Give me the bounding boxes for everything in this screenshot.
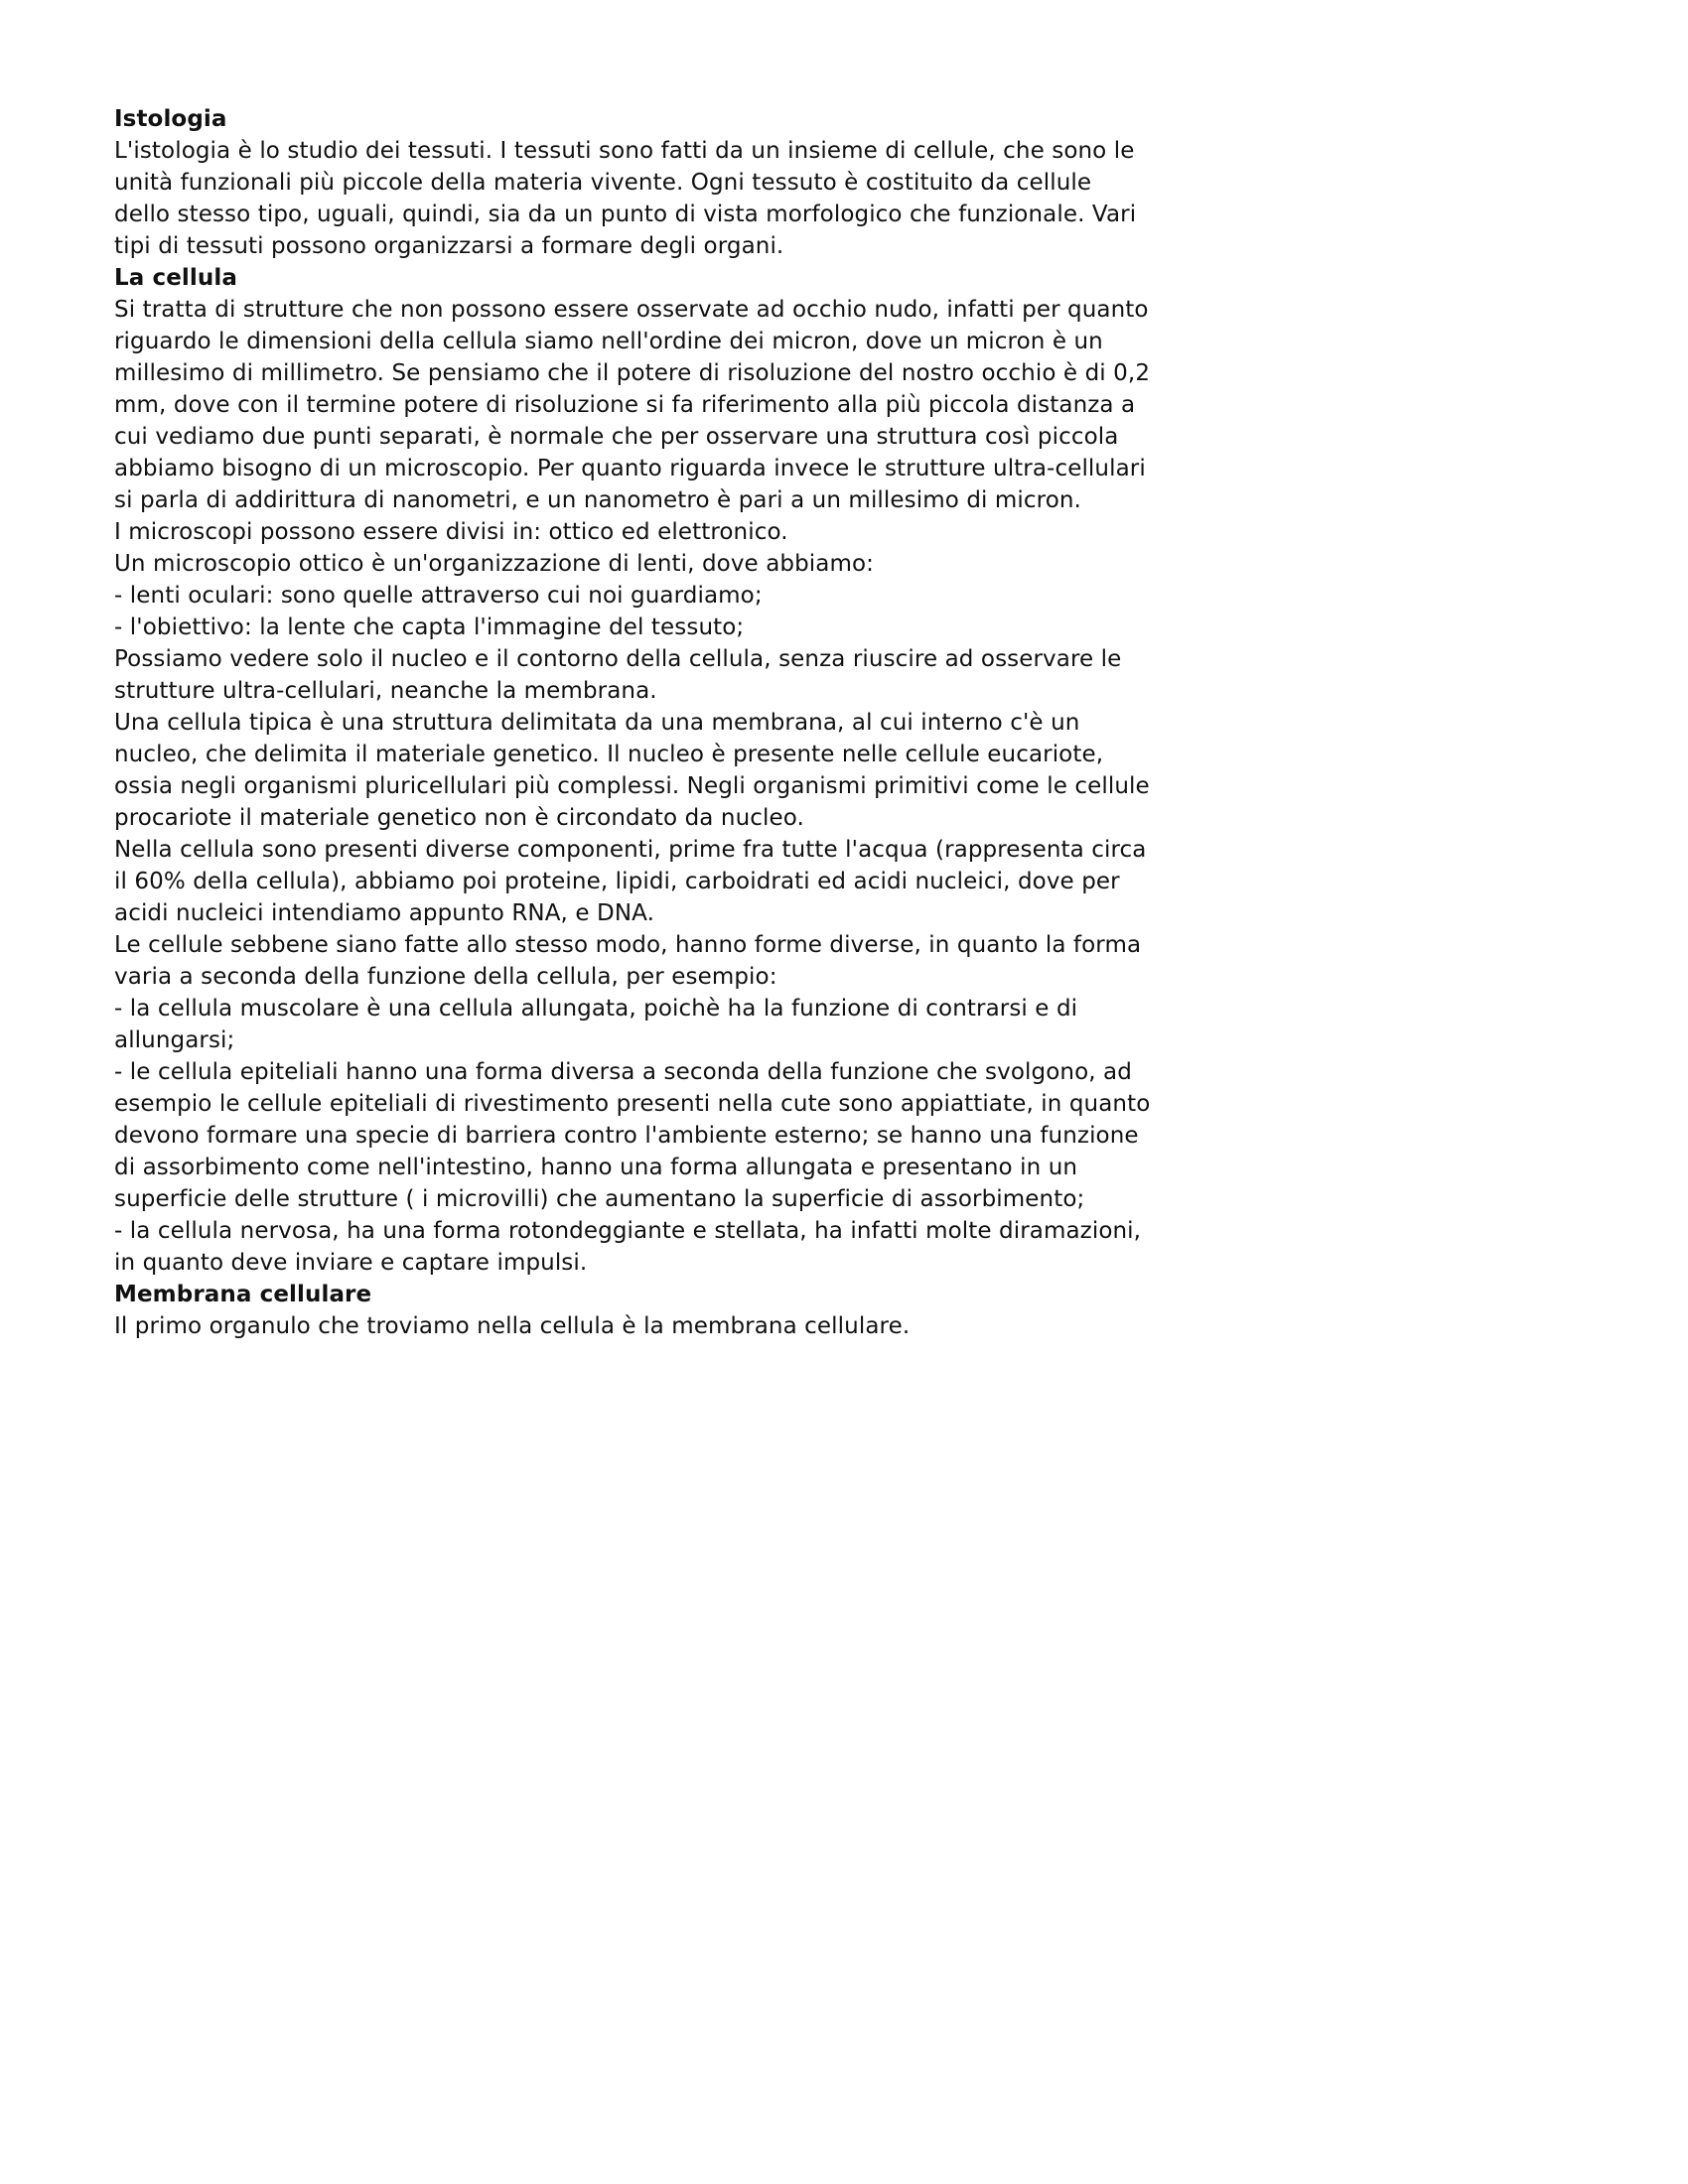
list-item-lenti-oculari: - lenti oculari: sono quelle attraverso cui noi guardiamo; xyxy=(114,583,763,609)
paragraph-visione-nucleo: Possiamo vedere solo il nucleo e il contorno della cellula, senza riuscire ad osservare le strutture ultra-cellulari, neanche la membrana. xyxy=(114,646,1122,704)
document-body xyxy=(114,103,1152,1342)
list-item-cellula-nervosa: - la cellula nervosa, ha una forma rotondeggiante e stellata, ha infatti molte diramazioni, in quanto deve inviare e captare impulsi. xyxy=(114,1218,1142,1276)
paragraph-cellula-tipica: Una cellula tipica è una struttura delimitata da una membrana, al cui interno c'è un nucleo, che delimita il materiale genetico. Il nucleo è presente nelle cellule eucariote, ossia negli organismi pluricellulari più complessi. Negli organismi primitivi come le cellule procariote il materiale genetico non è circondato da nucleo. xyxy=(114,710,1150,831)
list-item-cellule-epiteliali: - le cellula epiteliali hanno una forma diversa a seconda della funzione che svolgono, ad esempio le cellule epiteliali di rivestimento presenti nella cute sono appiattiate, in quanto devono formare una specie di barriera contro l'ambiente esterno; se hanno una funzione di assorbimento come nell'intestino, hanno una forma allungata e presentano in un superficie delle strutture ( i microvilli) che aumentano la superficie di assorbimento; xyxy=(114,1059,1151,1212)
paragraph-istologia-intro: L'istologia è lo studio dei tessuti. I tessuti sono fatti da un insieme di cellule, che sono le unità funzionali più piccole della materia vivente. Ogni tessuto è costituito da cellule dello stesso tipo, uguali, quindi, sia da un punto di vista morfologico che funzionale. Vari tipi di tessuti possono organizzarsi a formare degli organi. xyxy=(114,138,1137,259)
section-heading-la-cellula: La cellula xyxy=(114,265,237,291)
paragraph-microscopio-ottico: Un microscopio ottico è un'organizzazione di lenti, dove abbiamo: xyxy=(114,551,875,577)
paragraph-forme-diverse: Le cellule sebbene siano fatte allo stesso modo, hanno forme diverse, in quanto la forma varia a seconda della funzione della cellula, per esempio: xyxy=(114,932,1142,990)
paragraph-microscopi-divisione: I microscopi possono essere divisi in: ottico ed elettronico. xyxy=(114,519,788,545)
list-item-obiettivo: - l'obiettivo: la lente che capta l'immagine del tessuto; xyxy=(114,614,745,640)
paragraph-componenti-cellula: Nella cellula sono presenti diverse componenti, prime fra tutte l'acqua (rappresenta circa il 60% della cellula), abbiamo poi proteine, lipidi, carboidrati ed acidi nucleici, dove per acidi nucleici intendiamo appunto RNA, e DNA. xyxy=(114,837,1147,926)
list-item-cellula-muscolare: - la cellula muscolare è una cellula allungata, poichè ha la funzione di contrarsi e di allungarsi; xyxy=(114,996,1078,1053)
section-heading-istologia: Istologia xyxy=(114,106,227,132)
paragraph-dimensioni-cellula: Si tratta di strutture che non possono essere osservate ad occhio nudo, infatti per quanto riguardo le dimensioni della cellula siamo nell'ordine dei micron, dove un micron è un millesimo di millimetro. Se pensiamo che il potere di risoluzione del nostro occhio è di 0,2 mm, dove con il termine potere di risoluzione si fa riferimento alla più piccola distanza a cui vediamo due punti separati, è normale che per osservare una struttura così piccola abbiamo bisogno di un microscopio. Per quanto riguarda invece le strutture ultra-cellulari si parla di addirittura di nanometri, e un nanometro è pari a un millesimo di micron. xyxy=(114,297,1151,513)
paragraph-membrana-intro: Il primo organulo che troviamo nella cellula è la membrana cellulare. xyxy=(114,1313,911,1339)
section-heading-membrana-cellulare: Membrana cellulare xyxy=(114,1282,372,1307)
